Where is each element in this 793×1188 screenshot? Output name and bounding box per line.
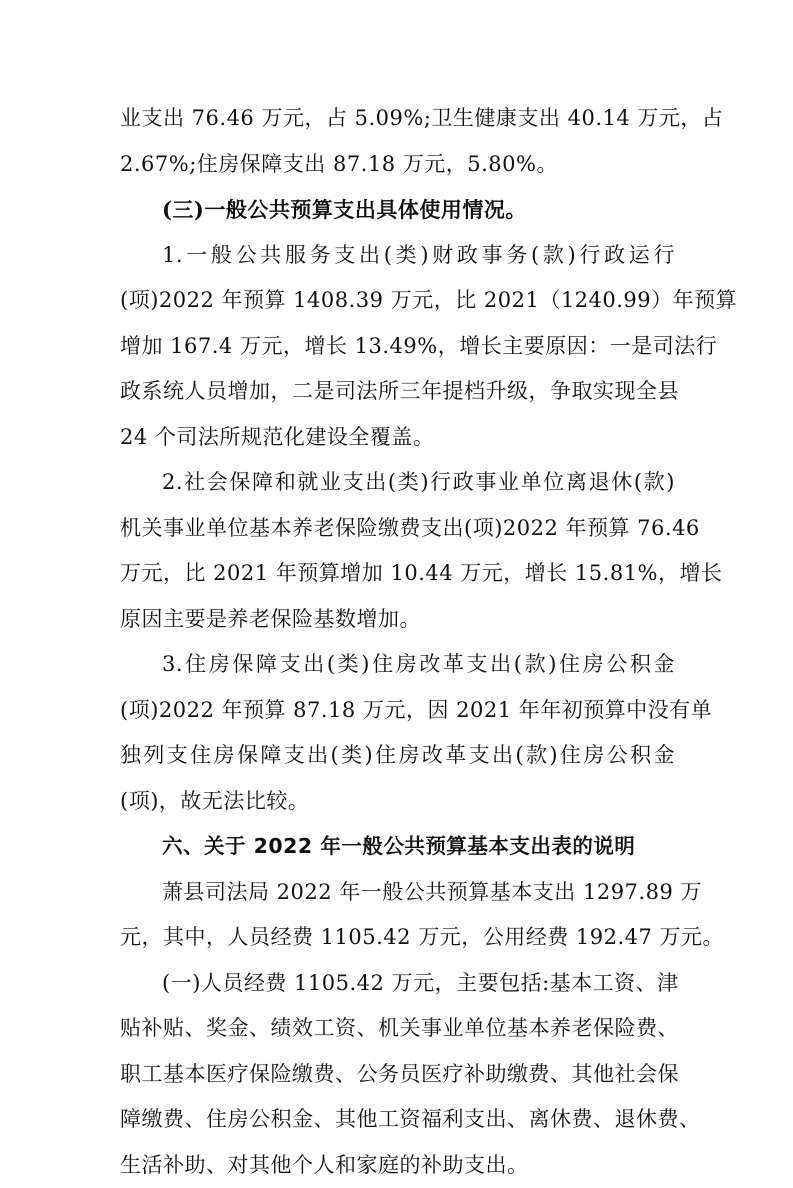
text-line: 3.住房保障支出(类)住房改革支出(款)住房公积金 xyxy=(120,642,675,688)
paragraph-item-1 xyxy=(120,233,675,461)
text-line: 元，其中，人员经费 1105.42 万元，公用经费 192.47 万元。 xyxy=(120,915,675,961)
text-line: 独列支住房保障支出(类)住房改革支出(款)住房公积金 xyxy=(120,733,675,779)
text-line: 障缴费、住房公积金、其他工资福利支出、离休费、退休费、 xyxy=(120,1097,675,1143)
text-line: 2.67%;住房保障支出 87.18 万元，5.80%。 xyxy=(120,142,675,188)
paragraph-item-2 xyxy=(120,460,675,642)
text-line: 萧县司法局 2022 年一般公共预算基本支出 1297.89 万 xyxy=(120,870,675,916)
text-line: (项)，故无法比较。 xyxy=(120,779,675,825)
text-line: 职工基本医疗保险缴费、公务员医疗补助缴费、其他社会保 xyxy=(120,1052,675,1098)
text-line: 贴补贴、奖金、绩效工资、机关事业单位基本养老保险费、 xyxy=(120,1006,675,1052)
text-line: 原因主要是养老保险基数增加。 xyxy=(120,597,675,643)
text-line: 24 个司法所规范化建设全覆盖。 xyxy=(120,415,675,461)
text-line: 生活补助、对其他个人和家庭的补助支出。 xyxy=(120,1143,675,1188)
text-line: (项)2022 年预算 1408.39 万元，比 2021（1240.99）年预算 xyxy=(120,278,675,324)
section-heading: 六、关于 2022 年一般公共预算基本支出表的说明 xyxy=(120,824,675,870)
text-line: 万元，比 2021 年预算增加 10.44 万元，增长 15.81%，增长 xyxy=(120,551,675,597)
section-heading: (三)一般公共预算支出具体使用情况。 xyxy=(120,187,675,233)
text-line: 2.社会保障和就业支出(类)行政事业单位离退休(款) xyxy=(120,460,675,506)
document-body xyxy=(120,96,675,1188)
text-line: (项)2022 年预算 87.18 万元，因 2021 年年初预算中没有单 xyxy=(120,688,675,734)
section-6-heading xyxy=(120,824,675,870)
text-line: 增加 167.4 万元，增长 13.49%，增长主要原因：一是司法行 xyxy=(120,324,675,370)
text-line: 业支出 76.46 万元，占 5.09%;卫生健康支出 40.14 万元，占 xyxy=(120,96,675,142)
text-line: (一)人员经费 1105.42 万元，主要包括:基本工资、津 xyxy=(120,961,675,1007)
text-line: 机关事业单位基本养老保险缴费支出(项)2022 年预算 76.46 xyxy=(120,506,675,552)
paragraph-section-6-summary xyxy=(120,870,675,961)
paragraph-continuation xyxy=(120,96,675,187)
text-line: 1.一般公共服务支出(类)财政事务(款)行政运行 xyxy=(120,233,675,279)
paragraph-item-3 xyxy=(120,642,675,824)
section-3-heading xyxy=(120,187,675,233)
text-line: 政系统人员增加，二是司法所三年提档升级，争取实现全县 xyxy=(120,369,675,415)
paragraph-personnel-expenses xyxy=(120,961,675,1188)
